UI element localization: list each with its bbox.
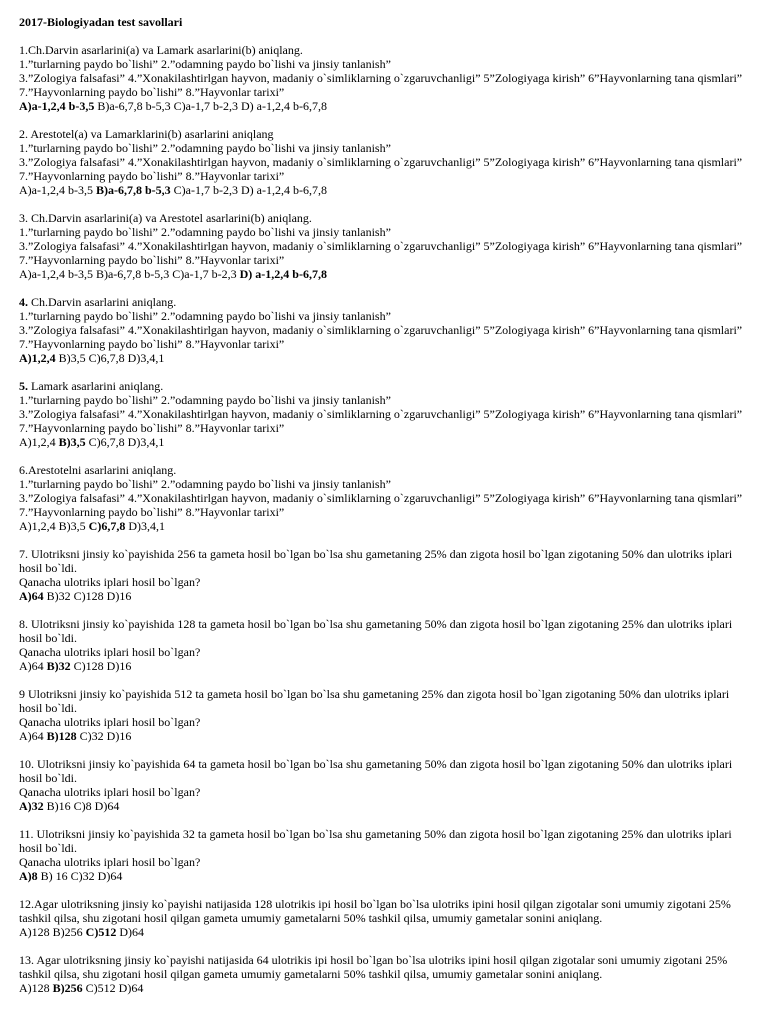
bold-text: 5.: [19, 379, 28, 393]
answer-options: [19, 925, 749, 939]
text-segment: 1.”turlarning paydo bo`lishi” 2.”odamning paydo bo`lishi va jinsiy tanlanish”: [19, 309, 391, 323]
text-segment: B)a-6,7,8 b-5,3 C)a-1,7 b-2,3 D) a-1,2,4 b-6,7,8: [94, 99, 327, 113]
answer-options: [19, 435, 749, 449]
question-line: [19, 127, 749, 141]
question-line: [19, 715, 749, 729]
question-line: [19, 785, 749, 799]
answer-options: [19, 729, 749, 743]
question-line: [19, 757, 749, 785]
text-segment: 1.”turlarning paydo bo`lishi” 2.”odamning paydo bo`lishi va jinsiy tanlanish”: [19, 57, 391, 71]
bold-text: B)256: [52, 981, 83, 995]
text-segment: D)3,4,1: [125, 519, 166, 533]
text-segment: A)a-1,2,4 b-3,5: [19, 183, 96, 197]
text-segment: B)16 C)8 D)64: [43, 799, 120, 813]
bold-text: A)64: [19, 589, 44, 603]
question-line: [19, 379, 749, 393]
text-segment: 1.Ch.Darvin asarlarini(a) va Lamark asarlarini(b) aniqlang.: [19, 43, 303, 57]
question-line: [19, 687, 749, 715]
text-segment: Qanacha ulotriks iplari hosil bo`lgan?: [19, 645, 201, 659]
bold-text: A)32: [19, 799, 44, 813]
text-segment: C)128 D)16: [70, 659, 132, 673]
question-line: [19, 491, 749, 519]
text-segment: 2. Arestotel(a) va Lamarklarini(b) asarlarini aniqlang: [19, 127, 274, 141]
text-segment: 1.”turlarning paydo bo`lishi” 2.”odamning paydo bo`lishi va jinsiy tanlanish”: [19, 477, 391, 491]
question-line: [19, 71, 749, 99]
question-4: [19, 295, 749, 365]
question-line: [19, 239, 749, 267]
bold-text: C)6,7,8: [88, 519, 126, 533]
text-segment: A)a-1,2,4 b-3,5 B)a-6,7,8 b-5,3 C)a-1,7 b-2,3: [19, 267, 240, 281]
question-list: [19, 43, 749, 995]
question-line: [19, 477, 749, 491]
question-line: [19, 645, 749, 659]
text-segment: A)128: [19, 981, 53, 995]
question-line: [19, 295, 749, 309]
answer-options: [19, 519, 749, 533]
question-line: [19, 897, 749, 925]
question-line: [19, 407, 749, 435]
question-6: [19, 463, 749, 533]
text-segment: 3.”Zologiya falsafasi” 4.”Xonakilashtirlgan hayvon, madaniy o`simliklarning o`zgaruvchanligi” 5”Zologiyaga kirish” 6”Hayvonlarning tana qismlari” 7.”Hayvonlarning paydo bo`lishi” 8.”Hayvonlar tarixi”: [19, 239, 743, 267]
question-12: [19, 897, 749, 939]
bold-text: 4.: [19, 295, 28, 309]
text-segment: C)6,7,8 D)3,4,1: [85, 435, 165, 449]
text-segment: Lamark asarlarini aniqlang.: [28, 379, 164, 393]
text-segment: 3. Ch.Darvin asarlarini(a) va Arestotel asarlarini(b) aniqlang.: [19, 211, 312, 225]
bold-text: A)1,2,4: [19, 351, 56, 365]
text-segment: 1.”turlarning paydo bo`lishi” 2.”odamning paydo bo`lishi va jinsiy tanlanish”: [19, 225, 391, 239]
text-segment: Qanacha ulotriks iplari hosil bo`lgan?: [19, 785, 201, 799]
text-segment: 11. Ulotriksni jinsiy ko`payishida 32 ta gameta hosil bo`lgan bo`lsa shu gametaning 50% dan zigota hosil bo`lgan zigotaning 25% dan ulotriks iplari hosil bo`ldi.: [19, 827, 732, 855]
answer-options: [19, 799, 749, 813]
text-segment: B)3,5 C)6,7,8 D)3,4,1: [55, 351, 165, 365]
bold-text: C)512: [85, 925, 117, 939]
question-7: [19, 547, 749, 603]
bold-text: B)32: [46, 659, 71, 673]
question-line: [19, 43, 749, 57]
text-segment: 12.Agar ulotriksning jinsiy ko`payishi natijasida 128 ulotrikis ipi hosil bo`lgan bo`lsa ulotriks ipini hosil qilgan zigotalar soni umumiy zigotani 25% tashkil qilsa, shu zigotani hosil qilgan gameta umumiy gametalarni 50% tashkil qilsa, umumiy gametalar sonini aniqlang.: [19, 897, 731, 925]
text-segment: Qanacha ulotriks iplari hosil bo`lgan?: [19, 715, 201, 729]
bold-text: A)8: [19, 869, 38, 883]
bold-text: B)128: [46, 729, 77, 743]
document-title: 2017-Biologiyadan test savollari: [19, 15, 183, 29]
question-3: [19, 211, 749, 281]
question-line: [19, 211, 749, 225]
text-segment: 3.”Zologiya falsafasi” 4.”Xonakilashtirlgan hayvon, madaniy o`simliklarning o`zgaruvchanligi” 5”Zologiyaga kirish” 6”Hayvonlarning tana qismlari” 7.”Hayvonlarning paydo bo`lishi” 8.”Hayvonlar tarixi”: [19, 71, 743, 99]
question-13: [19, 953, 749, 995]
answer-options: [19, 981, 749, 995]
text-segment: 10. Ulotriksni jinsiy ko`payishida 64 ta gameta hosil bo`lgan bo`lsa shu gametaning 50% dan zigota hosil bo`lgan zigotaning 50% dan ulotriks iplari hosil bo`ldi.: [19, 757, 733, 785]
text-segment: A)64: [19, 729, 47, 743]
answer-options: [19, 183, 749, 197]
bold-text: A)a-1,2,4 b-3,5: [19, 99, 95, 113]
text-segment: A)1,2,4 B)3,5: [19, 519, 89, 533]
text-segment: 8. Ulotriksni jinsiy ko`payishida 128 ta gameta hosil bo`lgan bo`lsa shu gametaning 50% dan zigota hosil bo`lgan zigotaning 25% dan ulotriks iplari hosil bo`ldi.: [19, 617, 733, 645]
text-segment: 7. Ulotriksni jinsiy ko`payishida 256 ta gameta hosil bo`lgan bo`lsa shu gametaning 25% dan zigota hosil bo`lgan zigotaning 50% dan ulotriks iplari hosil bo`ldi.: [19, 547, 733, 575]
bold-text: D) a-1,2,4 b-6,7,8: [239, 267, 327, 281]
document-page: [19, 15, 749, 1009]
text-segment: 6.Arestotelni asarlarini aniqlang.: [19, 463, 177, 477]
text-segment: A)1,2,4: [19, 435, 59, 449]
text-segment: 13. Agar ulotriksning jinsiy ko`payishi natijasida 64 ulotrikis ipi hosil bo`lgan bo`lsa ulotriks ipini hosil qilgan zigotalar soni umumiy zigotani 25% tashkil qilsa, shu zigotani hosil qilgan gameta umumiy gametalarni 50% tashkil qilsa, umumiy gametalar sonini aniqlang.: [19, 953, 728, 981]
text-segment: C)a-1,7 b-2,3 D) a-1,2,4 b-6,7,8: [170, 183, 327, 197]
answer-options: [19, 267, 749, 281]
text-segment: 3.”Zologiya falsafasi” 4.”Xonakilashtirlgan hayvon, madaniy o`simliklarning o`zgaruvchanligi” 5”Zologiyaga kirish” 6”Hayvonlarning tana qismlari” 7.”Hayvonlarning paydo bo`lishi” 8.”Hayvonlar tarixi”: [19, 155, 743, 183]
question-line: [19, 225, 749, 239]
question-11: [19, 827, 749, 883]
question-9: [19, 687, 749, 743]
text-segment: 9 Ulotriksni jinsiy ko`payishida 512 ta gameta hosil bo`lgan bo`lsa shu gametaning 25% dan zigota hosil bo`lgan zigotaning 50% dan ulotriks iplari hosil bo`ldi.: [19, 687, 730, 715]
text-segment: 1.”turlarning paydo bo`lishi” 2.”odamning paydo bo`lishi va jinsiy tanlanish”: [19, 393, 391, 407]
question-line: [19, 155, 749, 183]
text-segment: A)128 B)256: [19, 925, 86, 939]
answer-options: [19, 659, 749, 673]
question-line: [19, 855, 749, 869]
bold-text: B)3,5: [58, 435, 86, 449]
text-segment: C)512 D)64: [82, 981, 144, 995]
text-segment: Qanacha ulotriks iplari hosil bo`lgan?: [19, 855, 201, 869]
question-8: [19, 617, 749, 673]
text-segment: 3.”Zologiya falsafasi” 4.”Xonakilashtirlgan hayvon, madaniy o`simliklarning o`zgaruvchanligi” 5”Zologiyaga kirish” 6”Hayvonlarning tana qismlari” 7.”Hayvonlarning paydo bo`lishi” 8.”Hayvonlar tarixi”: [19, 323, 743, 351]
text-segment: B) 16 C)32 D)64: [37, 869, 123, 883]
question-1: [19, 43, 749, 113]
answer-options: [19, 589, 749, 603]
question-line: [19, 575, 749, 589]
text-segment: 3.”Zologiya falsafasi” 4.”Xonakilashtirlgan hayvon, madaniy o`simliklarning o`zgaruvchanligi” 5”Zologiyaga kirish” 6”Hayvonlarning tana qismlari” 7.”Hayvonlarning paydo bo`lishi” 8.”Hayvonlar tarixi”: [19, 491, 743, 519]
question-line: [19, 827, 749, 855]
question-line: [19, 617, 749, 645]
answer-options: [19, 869, 749, 883]
text-segment: 1.”turlarning paydo bo`lishi” 2.”odamning paydo bo`lishi va jinsiy tanlanish”: [19, 141, 391, 155]
question-5: [19, 379, 749, 449]
bold-text: B)a-6,7,8 b-5,3: [95, 183, 171, 197]
question-line: [19, 309, 749, 323]
text-segment: 3.”Zologiya falsafasi” 4.”Xonakilashtirlgan hayvon, madaniy o`simliklarning o`zgaruvchanligi” 5”Zologiyaga kirish” 6”Hayvonlarning tana qismlari” 7.”Hayvonlarning paydo bo`lishi” 8.”Hayvonlar tarixi”: [19, 407, 743, 435]
question-line: [19, 57, 749, 71]
answer-options: [19, 99, 749, 113]
question-line: [19, 141, 749, 155]
question-line: [19, 463, 749, 477]
text-segment: Ch.Darvin asarlarini aniqlang.: [28, 295, 177, 309]
text-segment: Qanacha ulotriks iplari hosil bo`lgan?: [19, 575, 201, 589]
question-10: [19, 757, 749, 813]
question-line: [19, 953, 749, 981]
answer-options: [19, 351, 749, 365]
question-line: [19, 393, 749, 407]
question-line: [19, 547, 749, 575]
text-segment: C)32 D)16: [76, 729, 132, 743]
text-segment: D)64: [116, 925, 145, 939]
question-line: [19, 323, 749, 351]
question-2: [19, 127, 749, 197]
text-segment: A)64: [19, 659, 47, 673]
text-segment: B)32 C)128 D)16: [43, 589, 132, 603]
